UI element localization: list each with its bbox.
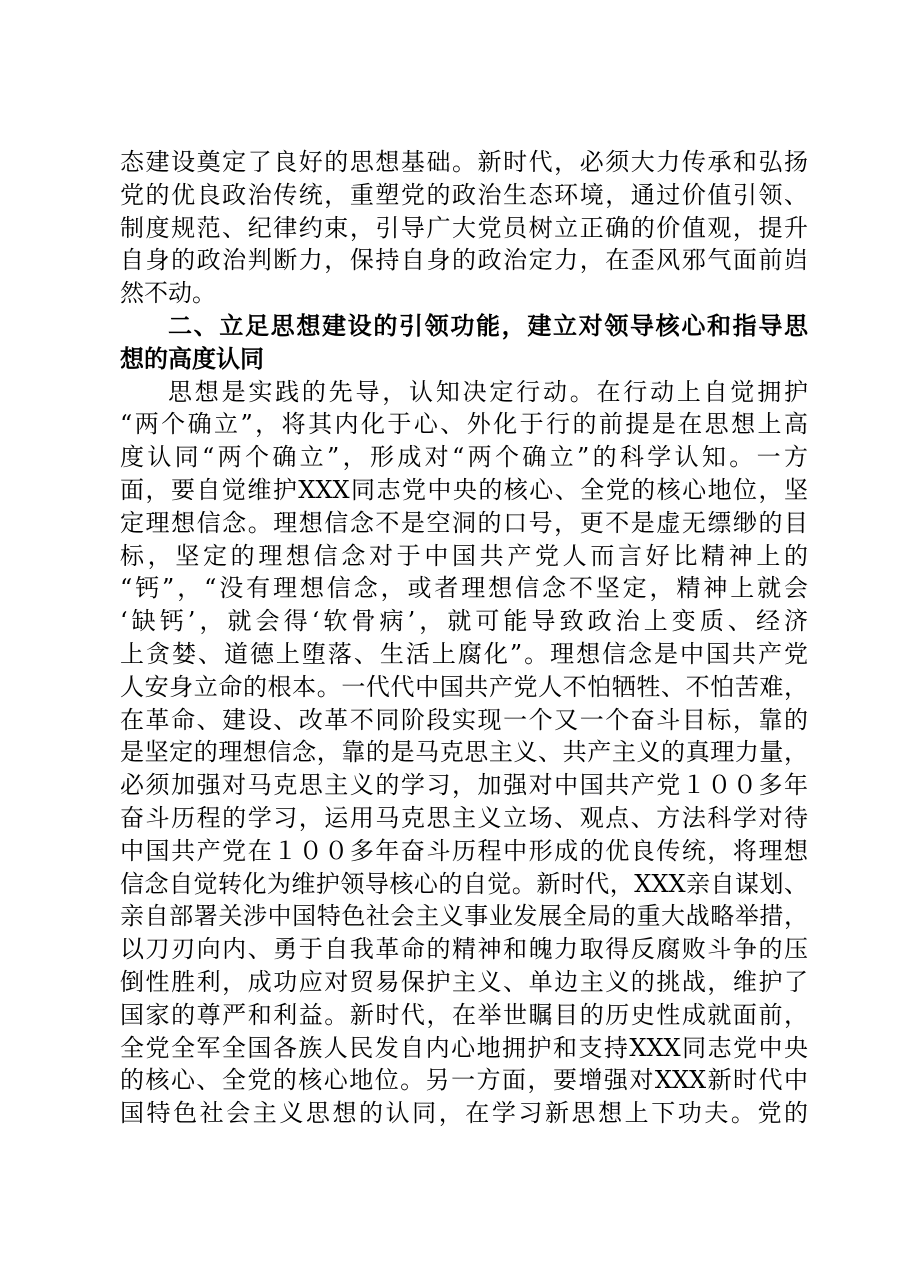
text-line: 中国共产党在１００多年奋斗历程中形成的优良传统，将理想 [120, 836, 808, 865]
heading-line: 想的高度认同 [120, 344, 264, 373]
text-line: “两个确立”，将其内化于心、外化于行的前提是在思想上高 [120, 410, 808, 439]
text-line: 面，要自觉维护XXX同志党中央的核心、全党的核心地位，坚 [120, 475, 808, 504]
text-line: 必须加强对马克思主义的学习，加强对中国共产党１００多年 [120, 771, 808, 800]
text-line: 是坚定的理想信念，靠的是马克思主义、共产主义的真理力量， [120, 738, 808, 767]
paragraph-2 [120, 376, 808, 1130]
text-line: 全党全军全国各族人民发自内心地拥护和支持XXX同志党中央 [120, 1033, 808, 1062]
text-line: 然不动。 [120, 279, 216, 308]
text-line: 态建设奠定了良好的思想基础。新时代，必须大力传承和弘扬 [120, 148, 808, 176]
text-line: 倒性胜利，成功应对贸易保护主义、单边主义的挑战，维护了 [120, 967, 808, 996]
document-body [120, 146, 808, 1130]
text-line: ‘缺钙’，就会得‘软骨病’，就可能导致政治上变质、经济 [120, 607, 808, 636]
text-line: 在革命、建设、改革不同阶段实现一个又一个奋斗目标，靠的 [120, 705, 808, 734]
paragraph-1 [120, 146, 808, 310]
text-line: “钙”，“没有理想信念，或者理想信念不坚定，精神上就会 [120, 574, 808, 603]
heading-line: 二、立足思想建设的引领功能，建立对领导核心和指导思 [168, 311, 808, 340]
text-line: 党的优良政治传统，重塑党的政治生态环境，通过价值引领、 [120, 180, 808, 209]
text-line: 度认同“两个确立”，形成对“两个确立”的科学认知。一方 [120, 443, 808, 472]
text-line: 信念自觉转化为维护领导核心的自觉。新时代，XXX亲自谋划、 [120, 869, 808, 898]
text-line: 思想是实践的先导，认知决定行动。在行动上自觉拥护 [168, 377, 808, 406]
text-line: 以刀刃向内、勇于自我革命的精神和魄力取得反腐败斗争的压 [120, 935, 808, 964]
text-line: 定理想信念。理想信念不是空洞的口号，更不是虚无缥缈的目 [120, 508, 808, 537]
text-line: 制度规范、纪律约束，引导广大党员树立正确的价值观，提升 [120, 213, 808, 242]
text-line: 亲自部署关涉中国特色社会主义事业发展全局的重大战略举措， [120, 902, 808, 931]
text-line: 人安身立命的根本。一代代中国共产党人不怕牺牲、不怕苦难， [120, 672, 808, 701]
text-line: 自身的政治判断力，保持自身的政治定力，在歪风邪气面前岿 [120, 246, 808, 275]
text-line: 的核心、全党的核心地位。另一方面，要增强对XXX新时代中 [120, 1066, 808, 1095]
text-line: 标，坚定的理想信念对于中国共产党人而言好比精神上的 [120, 541, 808, 570]
text-line: 奋斗历程的学习，运用马克思主义立场、观点、方法科学对待 [120, 803, 808, 832]
text-line: 国特色社会主义思想的认同，在学习新思想上下功夫。党的 [120, 1099, 808, 1128]
section-heading [120, 310, 808, 376]
text-line: 上贪婪、道德上堕落、生活上腐化”。理想信念是中国共产党 [120, 639, 808, 668]
text-line: 国家的尊严和利益。新时代，在举世瞩目的历史性成就面前， [120, 1000, 808, 1029]
